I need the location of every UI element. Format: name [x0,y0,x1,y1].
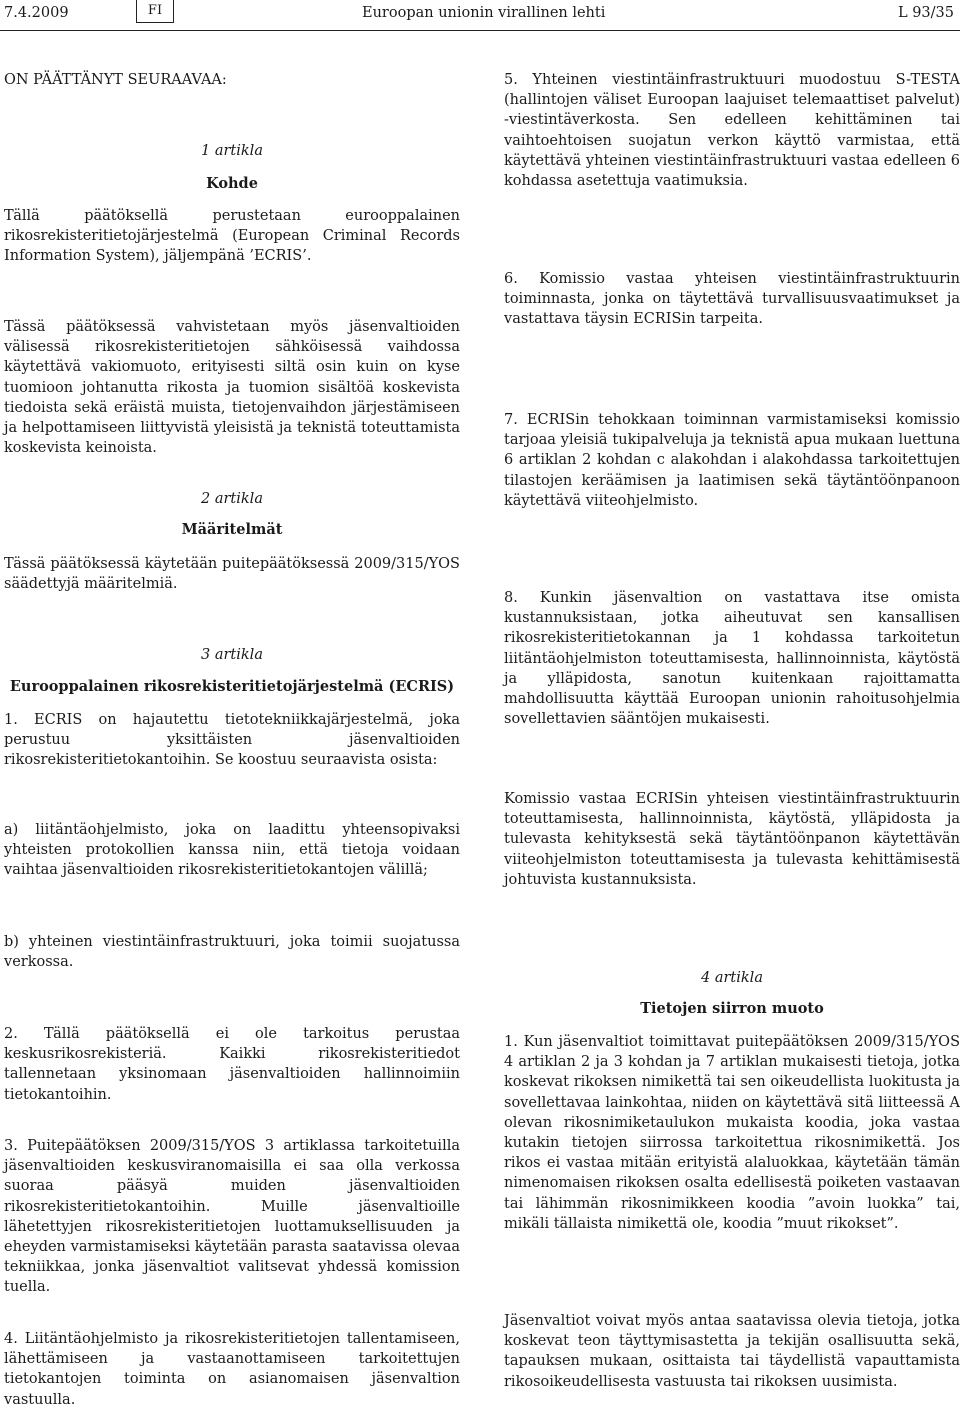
article-2-paragraph-1: Tässä päätöksessä käytetään puitepäätöksessä 2009/315/YOS säädettyjä määritelmiä. [4,556,460,593]
journal-header [0,0,960,31]
article-3-paragraph-9: Komissio vastaa ECRISin yhteisen viestintäinfrastruktuurin toteuttamisesta, hallinnoinnista, käytöstä, ylläpidosta ja tulevasta kehityksestä sekä täytäntöönpanon käytettävän viiteohjelmiston toteuttamisesta ja tulevasta kehittämisestä johtuvista kustannuksista. [504,791,960,888]
article-3-paragraph-4: 4. Liitäntäohjelmisto ja rikosrekisteritietojen tallentamiseen, lähettämiseen ja vastaanottamiseen tarkoitettujen tietokantojen toiminta on asianomaisen jäsenvaltion vastuulla. [4,1331,460,1408]
article-1-label: 1 artikla [201,143,263,159]
article-3-paragraph-1: 1. ECRIS on hajautettu tietotekniikkajärjestelmä, joka perustuu yksittäisten jäsenvaltioiden rikosrekisteritietokantoihin. Se koostuu seuraavista osista: [4,712,460,769]
article-3-paragraph-7: 7. ECRISin tehokkaan toiminnan varmistamiseksi komissio tarjoaa yleisiä tukipalveluja ja teknistä apua mukaan luettuna 6 artiklan 2 kohdan c alakohdan i alakohdassa tarkoitettujen tilastojen keräämisen ja laatimisen sekä täytäntöönpanoon käytettävä viiteohjelmisto. [504,412,960,509]
article-4-title: Tietojen siirron muoto [640,1000,824,1017]
article-3-paragraph-3: 3. Puitepäätöksen 2009/315/YOS 3 artiklassa tarkoitetuilla jäsenvaltioiden keskusviranomaisilla ei saa olla verkossa suoraa pääsyä muiden jäsenvaltioiden rikosrekisteritietokantoihin. Muille jäsenvaltioille lähetettyjen rikosrekisteritietojen luottamuksellisuuden ja eheyden varmistamiseksi käytetään parasta saatavissa olevaa tekniikkaa, jonka jäsenvaltiot valitsevat yhdessä komission tuella. [4,1138,460,1296]
article-4-paragraph-1: 1. Kun jäsenvaltiot toimittavat puitepäätöksen 2009/315/YOS 4 artiklan 2 ja 3 kohdan ja 7 artiklan mukaisesti tietoja, jotka koskevat rikoksen nimikettä tai sen oikeudellista luokitusta ja sovellettavaa lainkohtaa, niiden on käytettävä sitä liitteessä A olevan rikosnimiketaulukon mukaista koodia, joka vastaa kutakin tietojen siirrossa tarkoitettua rikosnimikettä. Jos rikos ei vastaa mitään erityistä alaluokkaa, käytetään tämän nimenomaisen rikoksen osalta edellisestä poiketen vastaavan tai lähimmän rikosnimikkeen koodia ”avoin luokka” tai, mikäli tällaista nimikettä ole, koodia ”muut rikokset”. [504,1034,960,1232]
article-3-label: 3 artikla [201,647,263,663]
article-2-title: Määritelmät [181,521,283,538]
page-number: L 93/35 [897,5,954,21]
article-3-paragraph-8: 8. Kunkin jäsenvaltion on vastattava itse omista kustannuksistaan, jotka aiheutuvat sen kansallisen rikosrekisteritietokannan ja 1 kohdassa tarkoitetun liitäntäohjelmiston toteuttamisesta, hallinnoinnista, käytöstä ja ylläpidosta, sanotun kuitenkaan rajoittamatta mahdollisuutta käyttää Euroopan unionin rahoitusohjelmia sovellettavien sääntöjen mukaisesti. [504,590,960,728]
publication-date: 7.4.2009 [4,5,69,21]
language-badge: FI [136,0,174,23]
article-3-paragraph-6: 6. Komissio vastaa yhteisen viestintäinfrastruktuurin toiminnasta, jonka on täytettävä turvallisuusvaatimukset ja vastattava täysin ECRISin tarpeita. [504,271,960,328]
article-3-title: Eurooppalainen rikosrekisteritietojärjestelmä (ECRIS) [9,678,455,695]
journal-title: Euroopan unionin virallinen lehti [362,5,606,21]
article-4-label: 4 artikla [701,970,763,986]
article-3-item-b: b) yhteinen viestintäinfrastruktuuri, joka toimii suojatussa verkossa. [4,934,460,971]
article-4-paragraph-2: Jäsenvaltiot voivat myös antaa saatavissa olevia tietoja, jotka koskevat teon täyttymisastetta ja tekijän osallisuutta sekä, tapauksen mukaan, osittaista tai täydellistä vapauttamista rikosoikeudellisesta vastuusta tai rikoksen uusimista. [504,1313,960,1390]
article-3-paragraph-5: 5. Yhteinen viestintäinfrastruktuuri muodostuu S-TESTA (hallintojen väliset Euroopan laajuiset telemaattiset palvelut) -viestintäverkosta. Sen edelleen kehittäminen tai vaihtoehtoisen suojatun verkon käyttö varmistaa, että käytettävä yhteinen viestintäinfrastruktuuri vastaa edelleen 6 kohdassa asetettuja vaatimuksia. [504,72,960,190]
article-1-paragraph-1: Tällä päätöksellä perustetaan eurooppalainen rikosrekisteritietojärjestelmä (European Criminal Records Information System), jäljempänä ’ECRIS’. [4,208,460,265]
article-3-item-a: a) liitäntäohjelmisto, joka on laadittu yhteensopivaksi yhteisten protokollien kanssa niin, että tietoja voidaan vaihtaa jäsenvaltioiden rikosrekisteritietokantojen välillä; [4,822,460,879]
decision-intro: ON PÄÄTTÄNYT SEURAAVAA: [4,72,227,88]
article-1-title: Kohde [206,175,258,192]
article-2-label: 2 artikla [201,491,263,507]
article-1-paragraph-2: Tässä päätöksessä vahvistetaan myös jäsenvaltioiden välisessä rikosrekisteritietojen sähköisessä vaihdossa käytettävä vakiomuoto, erityisesti siltä osin kuin on kyse tuomioon johtanutta rikosta ja tuomion sisältöä koskevista tiedoista sekä eräistä muista, tietojenvaihdon järjestämiseen ja helpottamiseen liittyvistä yleisistä ja teknistä toteuttamista koskevista keinoista. [4,319,460,457]
article-3-paragraph-2: 2. Tällä päätöksellä ei ole tarkoitus perustaa keskusrikosrekisteriä. Kaikki rikosrekisteritiedot tallennetaan yksinomaan jäsenvaltioiden hallinnoimiin tietokantoihin. [4,1026,460,1103]
